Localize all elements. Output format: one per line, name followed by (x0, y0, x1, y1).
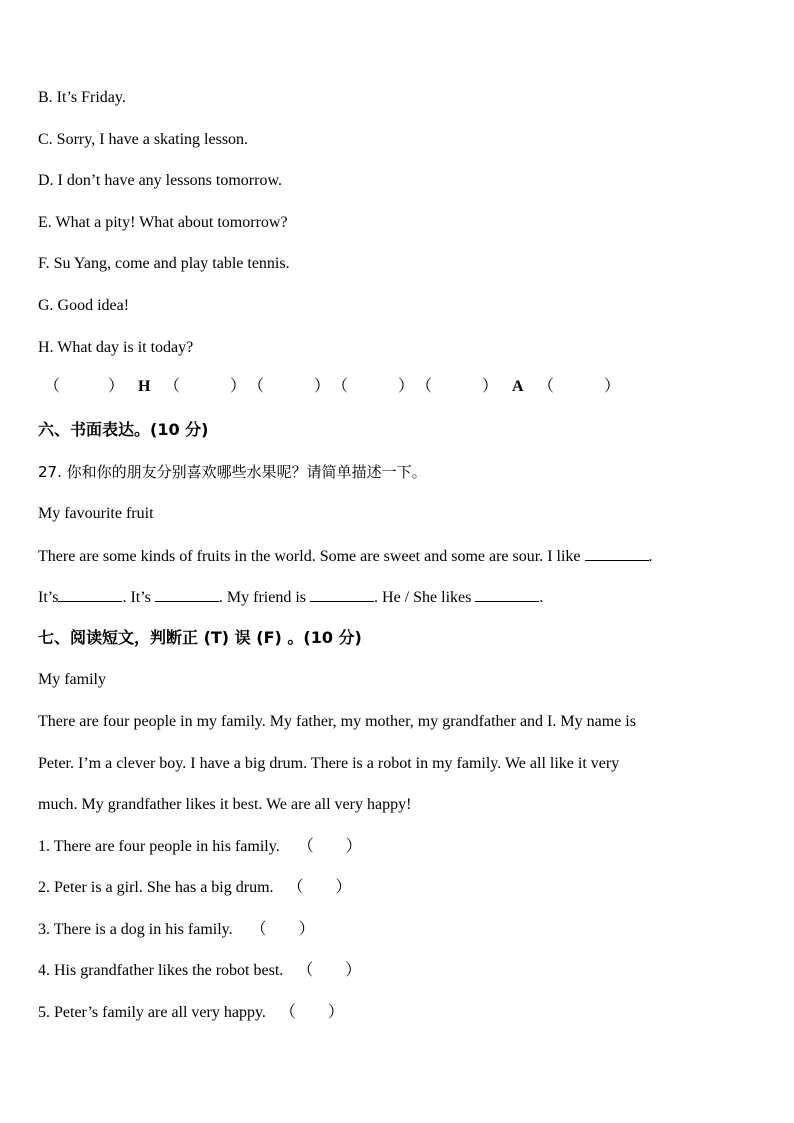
essay-text-likes: . He / She likes (374, 589, 472, 606)
given-answer-a: A (512, 378, 524, 395)
tf-question-4 (38, 961, 361, 981)
bracket-close-3: ） (314, 378, 331, 395)
bracket-close-2: ） (230, 378, 247, 395)
reading-title: My family (38, 671, 106, 688)
essay-text-its: It’s (38, 589, 59, 606)
blank-2[interactable] (155, 587, 219, 602)
option-e: E. What a pity! What about tomorrow? (38, 214, 288, 231)
option-g: G. Good idea! (38, 297, 130, 314)
blank-1[interactable] (58, 587, 122, 602)
tf-question-3-text: 3. There is a dog in his family. (38, 921, 233, 938)
tf-question-2 (38, 878, 352, 898)
tf-question-1-text: 1. There are four people in his family. (38, 838, 280, 855)
bracket-close-1: ） (108, 378, 125, 395)
bracket-open-1: （ (44, 378, 61, 395)
tf-answer-bracket-1[interactable]: （ ） (297, 838, 362, 855)
period: . (648, 548, 653, 565)
question-27: 27. 你和你的朋友分别喜欢哪些水果呢？请简单描述一下。 (38, 463, 427, 481)
tf-question-3 (38, 920, 315, 940)
reading-para-line-3: much. My grandfather likes it best. We are all very happy! (38, 796, 412, 813)
tf-question-4-text: 4. His grandfather likes the robot best. (38, 962, 284, 979)
tf-question-5 (38, 1003, 344, 1023)
option-h: H. What day is it today? (38, 339, 194, 356)
essay-line-1 (38, 546, 653, 567)
reading-para-line-2: Peter. I’m a clever boy. I have a big drum. There is a robot in my family. We all like it very (38, 755, 620, 772)
blank-3[interactable] (310, 587, 374, 602)
bracket-open-5: （ (416, 378, 433, 395)
tf-question-5-text: 5. Peter’s family are all very happy. (38, 1004, 266, 1021)
given-answer-h: H (138, 378, 151, 395)
bracket-open-2: （ (164, 378, 181, 395)
bracket-open-6: （ (538, 378, 555, 395)
option-b: B. It’s Friday. (38, 89, 126, 106)
tf-answer-bracket-4[interactable]: （ ） (297, 962, 362, 979)
bracket-close-6: ） (604, 378, 621, 395)
bracket-close-5: ） (482, 378, 499, 395)
tf-question-2-text: 2. Peter is a girl. She has a big drum. (38, 879, 274, 896)
tf-question-1 (38, 837, 362, 857)
section7-heading: 七、阅读短文，判断正 (T) 误 (F) 。(10 分) (38, 628, 362, 647)
essay-text-friend: . My friend is (218, 589, 307, 606)
bracket-close-4: ） (398, 378, 415, 395)
option-c: C. Sorry, I have a skating lesson. (38, 131, 249, 148)
tf-answer-bracket-5[interactable]: （ ） (279, 1004, 344, 1021)
section6-heading: 六、书面表达。(10 分) (38, 420, 209, 439)
blank-fruit-i-like[interactable] (585, 546, 649, 561)
essay-line-2 (38, 587, 543, 608)
essay-line-1-text: There are some kinds of fruits in the world. Some are sweet and some are sour. I like (38, 548, 581, 565)
option-f: F. Su Yang, come and play table tennis. (38, 255, 290, 272)
tf-answer-bracket-2[interactable]: （ ） (287, 879, 352, 896)
bracket-open-4: （ (332, 378, 349, 395)
blank-4[interactable] (475, 587, 539, 602)
answer-bracket-row (38, 377, 738, 399)
option-d: D. I don’t have any lessons tomorrow. (38, 172, 282, 189)
essay-title: My favourite fruit (38, 505, 154, 522)
essay-text-end: . (539, 589, 544, 606)
essay-text-its-2: . It’s (122, 589, 151, 606)
reading-para-line-1: There are four people in my family. My father, my mother, my grandfather and I. My name is (38, 713, 636, 730)
tf-answer-bracket-3[interactable]: （ ） (250, 921, 315, 938)
bracket-open-3: （ (248, 378, 265, 395)
